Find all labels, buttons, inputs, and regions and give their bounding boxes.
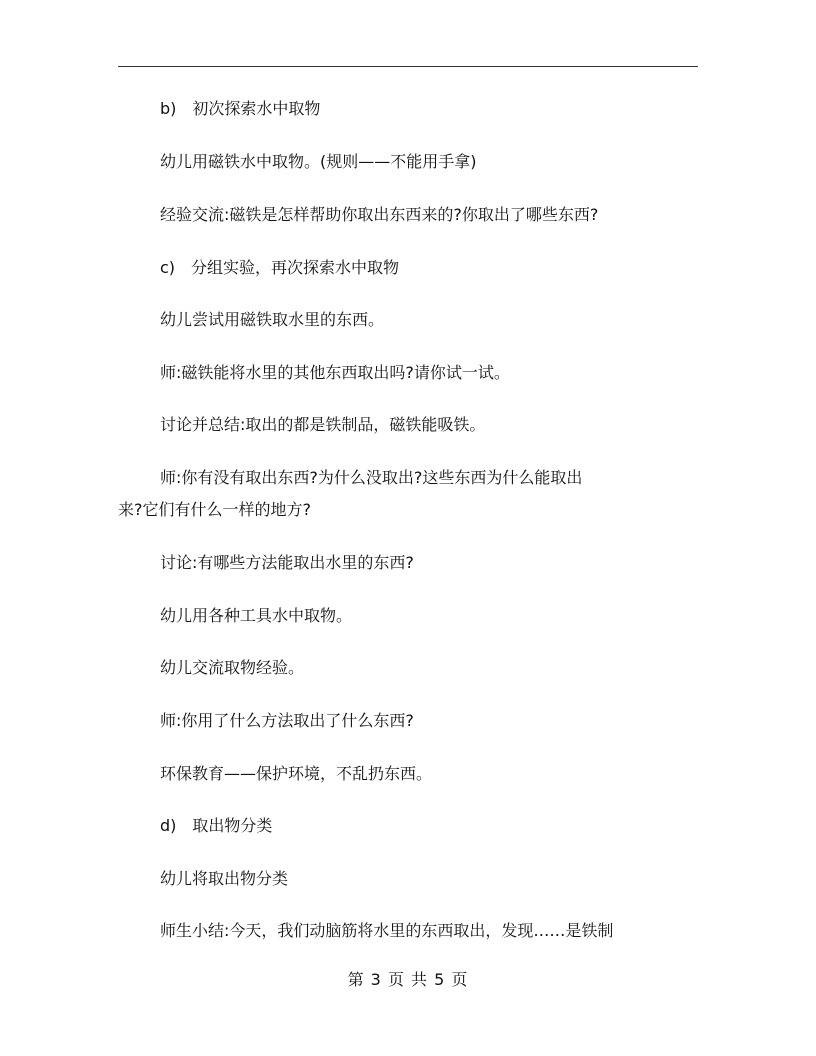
paragraph-text: 幼儿尝试用磁铁取水里的东西。 xyxy=(160,310,385,329)
paragraph-text: 幼儿将取出物分类 xyxy=(160,869,289,888)
paragraph-text: d) 取出物分类 xyxy=(160,816,273,835)
paragraph xyxy=(118,411,708,438)
paragraph xyxy=(118,359,708,386)
paragraph-c-heading xyxy=(118,254,708,281)
paragraph xyxy=(118,148,708,175)
paragraph-text: 师:你用了什么方法取出了什么东西? xyxy=(160,711,414,730)
paragraph-text: 师生小结:今天，我们动脑筋将水里的东西取出，发现……是铁制 xyxy=(160,921,614,940)
paragraph-text: 讨论并总结:取出的都是铁制品，磁铁能吸铁。 xyxy=(160,415,486,434)
paragraph-line-2 xyxy=(118,496,708,523)
paragraph-text: 环保教育——保护环境，不乱扔东西。 xyxy=(160,764,433,783)
paragraph-text: 幼儿用各种工具水中取物。 xyxy=(160,606,353,625)
paragraph-text: 来?它们有什么一样的地方? xyxy=(118,500,311,519)
paragraph-text: 讨论:有哪些方法能取出水里的东西? xyxy=(160,553,414,572)
paragraph-text: b) 初次探索水中取物 xyxy=(160,99,321,118)
paragraph xyxy=(118,707,708,734)
paragraph xyxy=(118,917,708,944)
paragraph xyxy=(118,865,708,892)
paragraph xyxy=(118,654,708,681)
paragraph-text: 师:磁铁能将水里的其他东西取出吗?请你试一试。 xyxy=(160,363,510,382)
paragraph xyxy=(118,306,708,333)
page-footer: 第 3 页 共 5 页 xyxy=(347,970,469,989)
paragraph xyxy=(118,201,708,228)
paragraph-b-heading xyxy=(118,95,708,122)
paragraph xyxy=(118,549,708,576)
paragraph-text: 经验交流:磁铁是怎样帮助你取出东西来的?你取出了哪些东西? xyxy=(160,205,599,224)
paragraph-line-1 xyxy=(118,464,708,491)
paragraph xyxy=(118,760,708,787)
header-rule xyxy=(118,66,698,67)
paragraph-text: c) 分组实验，再次探索水中取物 xyxy=(160,258,400,277)
paragraph-text: 幼儿交流取物经验。 xyxy=(160,658,305,677)
paragraph-text: 师:你有没有取出东西?为什么没取出?这些东西为什么能取出 xyxy=(160,468,583,487)
paragraph xyxy=(118,602,708,629)
paragraph-d-heading xyxy=(118,812,708,839)
paragraph-text: 幼儿用磁铁水中取物。(规则——不能用手拿) xyxy=(160,152,477,171)
